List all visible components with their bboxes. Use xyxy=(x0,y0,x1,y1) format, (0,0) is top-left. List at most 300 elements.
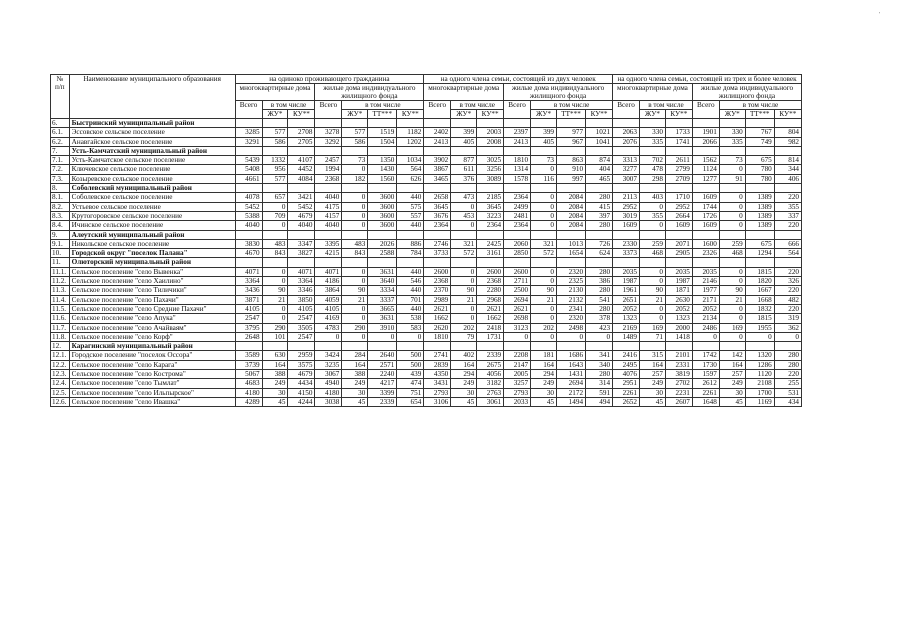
value-cell: 630 xyxy=(262,351,288,360)
value-cell: 2108 xyxy=(745,379,774,388)
row-number: 8.2. xyxy=(51,202,70,211)
value-cell: 440 xyxy=(397,267,424,276)
value-cell: 3025 xyxy=(477,156,504,165)
value-cell: 220 xyxy=(774,304,801,313)
value-cell: 2989 xyxy=(424,295,451,304)
value-cell: 2652 xyxy=(613,397,640,406)
row-number: 11.3. xyxy=(51,286,70,295)
value-cell xyxy=(557,146,586,155)
value-cell xyxy=(745,184,774,193)
table-row xyxy=(51,146,802,155)
row-name: Сельское поселение "село Вывенка" xyxy=(69,267,235,276)
incl-header: в том числе xyxy=(451,101,504,110)
value-cell: 2694 xyxy=(557,379,586,388)
value-cell xyxy=(665,230,692,239)
row-number: 11.4. xyxy=(51,295,70,304)
value-cell: 583 xyxy=(397,323,424,332)
value-cell xyxy=(315,258,342,267)
value-cell: 843 xyxy=(262,249,288,258)
value-cell: 1726 xyxy=(692,211,719,220)
value-cell xyxy=(639,119,665,128)
tt-header: ТТ*** xyxy=(557,110,586,119)
value-cell: 997 xyxy=(557,174,586,183)
row-number: 11.5. xyxy=(51,304,70,313)
value-cell: 21 xyxy=(531,295,557,304)
value-cell xyxy=(262,342,288,351)
value-cell: 2240 xyxy=(368,370,397,379)
value-cell: 874 xyxy=(586,156,613,165)
value-cell: 0 xyxy=(557,332,586,341)
value-cell: 453 xyxy=(451,211,477,220)
value-cell: 478 xyxy=(639,165,665,174)
value-cell xyxy=(477,146,504,155)
value-cell: 709 xyxy=(262,211,288,220)
value-cell: 415 xyxy=(586,202,613,211)
table-row xyxy=(51,249,802,258)
value-cell: 1600 xyxy=(692,239,719,248)
table-row xyxy=(51,221,802,230)
value-cell xyxy=(531,184,557,193)
value-cell xyxy=(424,184,451,193)
value-cell: 1323 xyxy=(613,314,640,323)
value-cell: 982 xyxy=(774,137,801,146)
value-cell: 500 xyxy=(397,360,424,369)
value-cell: 577 xyxy=(342,128,368,137)
value-cell: 255 xyxy=(774,379,801,388)
table-row xyxy=(51,128,802,137)
value-cell: 1810 xyxy=(424,332,451,341)
value-cell: 675 xyxy=(745,156,774,165)
value-cell: 2364 xyxy=(477,221,504,230)
value-cell: 4071 xyxy=(288,267,315,276)
value-cell: 1489 xyxy=(613,332,640,341)
value-cell xyxy=(774,184,801,193)
value-cell: 280 xyxy=(774,351,801,360)
value-cell: 79 xyxy=(451,332,477,341)
value-cell: 557 xyxy=(397,211,424,220)
value-cell: 3292 xyxy=(315,137,342,146)
value-cell xyxy=(586,184,613,193)
value-cell xyxy=(504,146,531,155)
value-cell xyxy=(288,119,315,128)
value-cell: 3589 xyxy=(235,351,262,360)
value-cell: 440 xyxy=(397,304,424,313)
value-cell: 1389 xyxy=(745,221,774,230)
value-cell xyxy=(745,146,774,155)
value-cell: 2052 xyxy=(613,304,640,313)
value-cell: 3007 xyxy=(613,174,640,183)
value-cell: 344 xyxy=(774,165,801,174)
value-cell: 90 xyxy=(451,286,477,295)
row-name: Олюторский муниципальный район xyxy=(69,258,235,267)
value-cell: 45 xyxy=(719,397,745,406)
value-cell: 2084 xyxy=(557,221,586,230)
value-cell xyxy=(342,230,368,239)
total-header: Всего xyxy=(692,101,719,119)
col-name-header: Наименование муниципального образования xyxy=(69,75,235,119)
value-cell: 30 xyxy=(531,388,557,397)
value-cell: 3277 xyxy=(613,165,640,174)
value-cell: 0 xyxy=(774,332,801,341)
value-cell: 249 xyxy=(531,379,557,388)
value-cell: 294 xyxy=(531,370,557,379)
group3-header: на одного члена семьи, состоящей из трех и более человек xyxy=(613,75,802,84)
value-cell: 2169 xyxy=(613,323,640,332)
value-cell: 1609 xyxy=(692,221,719,230)
value-cell xyxy=(504,184,531,193)
value-cell: 0 xyxy=(451,202,477,211)
value-cell: 2708 xyxy=(288,128,315,137)
value-cell: 423 xyxy=(586,323,613,332)
value-cell: 1562 xyxy=(692,156,719,165)
value-cell: 538 xyxy=(397,314,424,323)
value-cell: 4157 xyxy=(315,211,342,220)
value-cell: 2035 xyxy=(692,267,719,276)
value-cell: 1504 xyxy=(368,137,397,146)
row-name: Никольское сельское поселение xyxy=(69,239,235,248)
value-cell: 564 xyxy=(774,249,801,258)
value-cell: 3019 xyxy=(613,211,640,220)
value-cell: 611 xyxy=(451,165,477,174)
value-cell: 4783 xyxy=(315,323,342,332)
table-row xyxy=(51,119,802,128)
value-cell: 2416 xyxy=(613,351,640,360)
value-cell: 4040 xyxy=(315,221,342,230)
value-cell: 0 xyxy=(531,304,557,313)
table-row xyxy=(51,277,802,286)
value-cell: 257 xyxy=(639,370,665,379)
value-cell: 388 xyxy=(342,370,368,379)
value-cell: 3902 xyxy=(424,156,451,165)
value-cell: 2793 xyxy=(424,388,451,397)
value-cell xyxy=(235,146,262,155)
value-cell: 90 xyxy=(719,286,745,295)
value-cell xyxy=(451,184,477,193)
value-cell: 4056 xyxy=(477,370,504,379)
value-cell: 1977 xyxy=(692,286,719,295)
value-cell xyxy=(719,119,745,128)
value-cell: 654 xyxy=(397,397,424,406)
value-cell: 2320 xyxy=(557,267,586,276)
value-cell: 2413 xyxy=(424,137,451,146)
value-cell xyxy=(315,342,342,351)
value-cell: 3067 xyxy=(315,370,342,379)
value-cell: 500 xyxy=(397,351,424,360)
ku-header: КУ** xyxy=(288,110,315,119)
value-cell xyxy=(424,119,451,128)
row-name: Карагинский муниципальный район xyxy=(69,342,235,351)
house-header: жилые дома индивидуального жилищного фонда xyxy=(315,84,424,101)
row-number: 6.1. xyxy=(51,128,70,137)
value-cell: 726 xyxy=(586,239,613,248)
value-cell xyxy=(424,146,451,155)
value-cell xyxy=(235,342,262,351)
row-number: 8. xyxy=(51,184,70,193)
value-cell: 3600 xyxy=(368,202,397,211)
value-cell xyxy=(774,258,801,267)
value-cell: 886 xyxy=(397,239,424,248)
value-cell xyxy=(262,119,288,128)
value-cell: 30 xyxy=(719,388,745,397)
value-cell: 280 xyxy=(586,370,613,379)
value-cell: 2600 xyxy=(477,267,504,276)
table-row xyxy=(51,342,802,351)
apt-header: многоквартирные дома xyxy=(235,84,315,101)
value-cell: 4350 xyxy=(424,370,451,379)
value-cell: 4452 xyxy=(288,165,315,174)
value-cell: 5439 xyxy=(235,156,262,165)
value-cell: 2171 xyxy=(692,295,719,304)
value-cell: 3038 xyxy=(315,397,342,406)
value-cell: 1961 xyxy=(613,286,640,295)
value-cell xyxy=(692,119,719,128)
value-cell: 2952 xyxy=(665,202,692,211)
value-cell: 3223 xyxy=(477,211,504,220)
value-cell xyxy=(665,258,692,267)
value-cell: 4105 xyxy=(315,304,342,313)
value-cell: 90 xyxy=(531,286,557,295)
value-cell: 2600 xyxy=(424,267,451,276)
value-cell: 21 xyxy=(262,295,288,304)
table-row xyxy=(51,332,802,341)
value-cell xyxy=(235,230,262,239)
total-header: Всего xyxy=(613,101,640,119)
table-row xyxy=(51,174,802,183)
row-name: Устьевое сельское поселение xyxy=(69,202,235,211)
value-cell xyxy=(397,342,424,351)
value-cell: 0 xyxy=(719,304,745,313)
table-row xyxy=(51,165,802,174)
value-cell: 3631 xyxy=(368,314,397,323)
value-cell: 751 xyxy=(397,388,424,397)
value-cell: 2026 xyxy=(368,239,397,248)
value-cell xyxy=(288,146,315,155)
value-cell: 1430 xyxy=(368,165,397,174)
value-cell xyxy=(424,342,451,351)
value-cell: 45 xyxy=(639,397,665,406)
value-cell: 0 xyxy=(262,221,288,230)
table-row xyxy=(51,193,802,202)
value-cell: 3676 xyxy=(424,211,451,220)
house-header: жилые дома индивидуального жилищного фонда xyxy=(692,84,801,101)
row-name: Ключевское сельское поселение xyxy=(69,165,235,174)
value-cell: 202 xyxy=(451,323,477,332)
value-cell: 1744 xyxy=(692,202,719,211)
row-name: Сельское поселение "село Средние Пахачи" xyxy=(69,304,235,313)
value-cell: 967 xyxy=(557,137,586,146)
value-cell: 2664 xyxy=(665,211,692,220)
value-cell: 2339 xyxy=(368,397,397,406)
value-cell: 3665 xyxy=(368,304,397,313)
value-cell: 321 xyxy=(531,239,557,248)
value-cell: 1389 xyxy=(745,193,774,202)
value-cell: 290 xyxy=(342,323,368,332)
value-cell: 3575 xyxy=(288,360,315,369)
tt-header: ТТ*** xyxy=(368,110,397,119)
row-number: 11.7. xyxy=(51,323,70,332)
value-cell: 21 xyxy=(719,295,745,304)
value-cell: 182 xyxy=(342,174,368,183)
value-cell: 0 xyxy=(586,332,613,341)
value-cell: 2547 xyxy=(288,314,315,323)
row-number: 12.4. xyxy=(51,379,70,388)
value-cell: 249 xyxy=(262,379,288,388)
value-cell: 294 xyxy=(451,370,477,379)
value-cell: 5452 xyxy=(235,202,262,211)
row-name: Сельское поселение "село Апука" xyxy=(69,314,235,323)
value-cell: 335 xyxy=(639,137,665,146)
row-name: Ичинское сельское поселение xyxy=(69,221,235,230)
value-cell: 2101 xyxy=(665,351,692,360)
value-cell: 1202 xyxy=(397,137,424,146)
value-cell: 280 xyxy=(586,304,613,313)
value-cell xyxy=(639,342,665,351)
table-row xyxy=(51,211,802,220)
value-cell: 1560 xyxy=(368,174,397,183)
value-cell: 1686 xyxy=(557,351,586,360)
value-cell: 249 xyxy=(451,379,477,388)
value-cell: 3395 xyxy=(315,239,342,248)
incl-header: в том числе xyxy=(262,101,315,110)
value-cell: 1815 xyxy=(745,314,774,323)
value-cell: 1987 xyxy=(613,277,640,286)
value-cell: 3285 xyxy=(235,128,262,137)
value-cell xyxy=(342,184,368,193)
value-cell: 164 xyxy=(639,360,665,369)
value-cell: 2339 xyxy=(477,351,504,360)
value-cell: 4244 xyxy=(288,397,315,406)
value-cell: 403 xyxy=(639,193,665,202)
row-number: 12.1. xyxy=(51,351,70,360)
value-cell: 1609 xyxy=(665,221,692,230)
value-cell: 0 xyxy=(719,202,745,211)
value-cell: 355 xyxy=(774,202,801,211)
value-cell: 4078 xyxy=(235,193,262,202)
value-cell xyxy=(613,119,640,128)
value-cell: 2132 xyxy=(557,295,586,304)
value-cell: 804 xyxy=(774,128,801,137)
value-cell: 397 xyxy=(586,211,613,220)
row-name: Козыревское сельское поселение xyxy=(69,174,235,183)
table-row xyxy=(51,314,802,323)
value-cell: 1643 xyxy=(557,360,586,369)
value-cell: 1294 xyxy=(745,249,774,258)
value-cell: 2147 xyxy=(504,360,531,369)
value-cell: 2620 xyxy=(424,323,451,332)
value-cell: 780 xyxy=(745,165,774,174)
value-cell: 298 xyxy=(639,174,665,183)
incl-header: в том числе xyxy=(531,101,613,110)
value-cell xyxy=(665,184,692,193)
value-cell: 1494 xyxy=(557,397,586,406)
value-cell: 3431 xyxy=(424,379,451,388)
row-number: 11.2. xyxy=(51,277,70,286)
table-row xyxy=(51,184,802,193)
value-cell xyxy=(315,119,342,128)
value-cell: 30 xyxy=(262,388,288,397)
value-cell xyxy=(235,184,262,193)
document-sheet xyxy=(50,74,802,407)
value-cell: 3123 xyxy=(504,323,531,332)
value-cell: 483 xyxy=(262,239,288,248)
value-cell: 21 xyxy=(451,295,477,304)
value-cell xyxy=(774,230,801,239)
row-number: 7.3. xyxy=(51,174,70,183)
value-cell: 2134 xyxy=(692,314,719,323)
value-cell: 0 xyxy=(262,267,288,276)
value-cell xyxy=(557,258,586,267)
value-cell: 3850 xyxy=(288,295,315,304)
row-number: 11. xyxy=(51,258,70,267)
value-cell: 0 xyxy=(262,304,288,313)
value-cell: 0 xyxy=(531,277,557,286)
value-cell: 1041 xyxy=(586,137,613,146)
incl-header: в том числе xyxy=(719,101,801,110)
value-cell: 220 xyxy=(774,370,801,379)
value-cell: 626 xyxy=(397,174,424,183)
value-cell xyxy=(639,184,665,193)
value-cell: 3256 xyxy=(477,165,504,174)
row-name: Сельское поселение "село Тымлат" xyxy=(69,379,235,388)
row-name: Алеутский муниципальный район xyxy=(69,230,235,239)
value-cell: 0 xyxy=(719,332,745,341)
value-cell: 2370 xyxy=(424,286,451,295)
table-row xyxy=(51,202,802,211)
value-cell xyxy=(451,342,477,351)
value-cell: 910 xyxy=(557,165,586,174)
value-cell: 30 xyxy=(342,388,368,397)
row-number: 8.3. xyxy=(51,211,70,220)
row-number: 7. xyxy=(51,146,70,155)
value-cell xyxy=(397,230,424,239)
value-cell: 3830 xyxy=(235,239,262,248)
value-cell: 1662 xyxy=(424,314,451,323)
row-number: 8.4. xyxy=(51,221,70,230)
value-cell: 4071 xyxy=(235,267,262,276)
value-cell: 0 xyxy=(451,221,477,230)
value-cell xyxy=(342,342,368,351)
value-cell: 0 xyxy=(531,165,557,174)
value-cell: 439 xyxy=(397,370,424,379)
value-cell: 2066 xyxy=(692,137,719,146)
value-cell: 0 xyxy=(719,277,745,286)
value-cell: 4434 xyxy=(288,379,315,388)
value-cell: 701 xyxy=(397,295,424,304)
ku-header: КУ** xyxy=(586,110,613,119)
value-cell: 73 xyxy=(531,156,557,165)
row-name: Городской округ "поселок Палана" xyxy=(69,249,235,258)
incl-header: в том числе xyxy=(342,101,424,110)
value-cell: 169 xyxy=(639,323,665,332)
value-cell xyxy=(586,258,613,267)
value-cell: 2063 xyxy=(613,128,640,137)
value-cell: 3089 xyxy=(477,174,504,183)
total-header: Всего xyxy=(235,101,262,119)
value-cell: 843 xyxy=(342,249,368,258)
row-number: 12.5. xyxy=(51,388,70,397)
value-cell: 2364 xyxy=(504,221,531,230)
value-cell: 2658 xyxy=(424,193,451,202)
value-cell: 3600 xyxy=(368,221,397,230)
value-cell: 1662 xyxy=(477,314,504,323)
table-row xyxy=(51,388,802,397)
value-cell: 0 xyxy=(719,165,745,174)
value-cell: 1733 xyxy=(665,128,692,137)
value-cell: 4105 xyxy=(288,304,315,313)
value-cell: 3867 xyxy=(424,165,451,174)
value-cell: 4040 xyxy=(315,193,342,202)
value-cell: 1332 xyxy=(262,156,288,165)
